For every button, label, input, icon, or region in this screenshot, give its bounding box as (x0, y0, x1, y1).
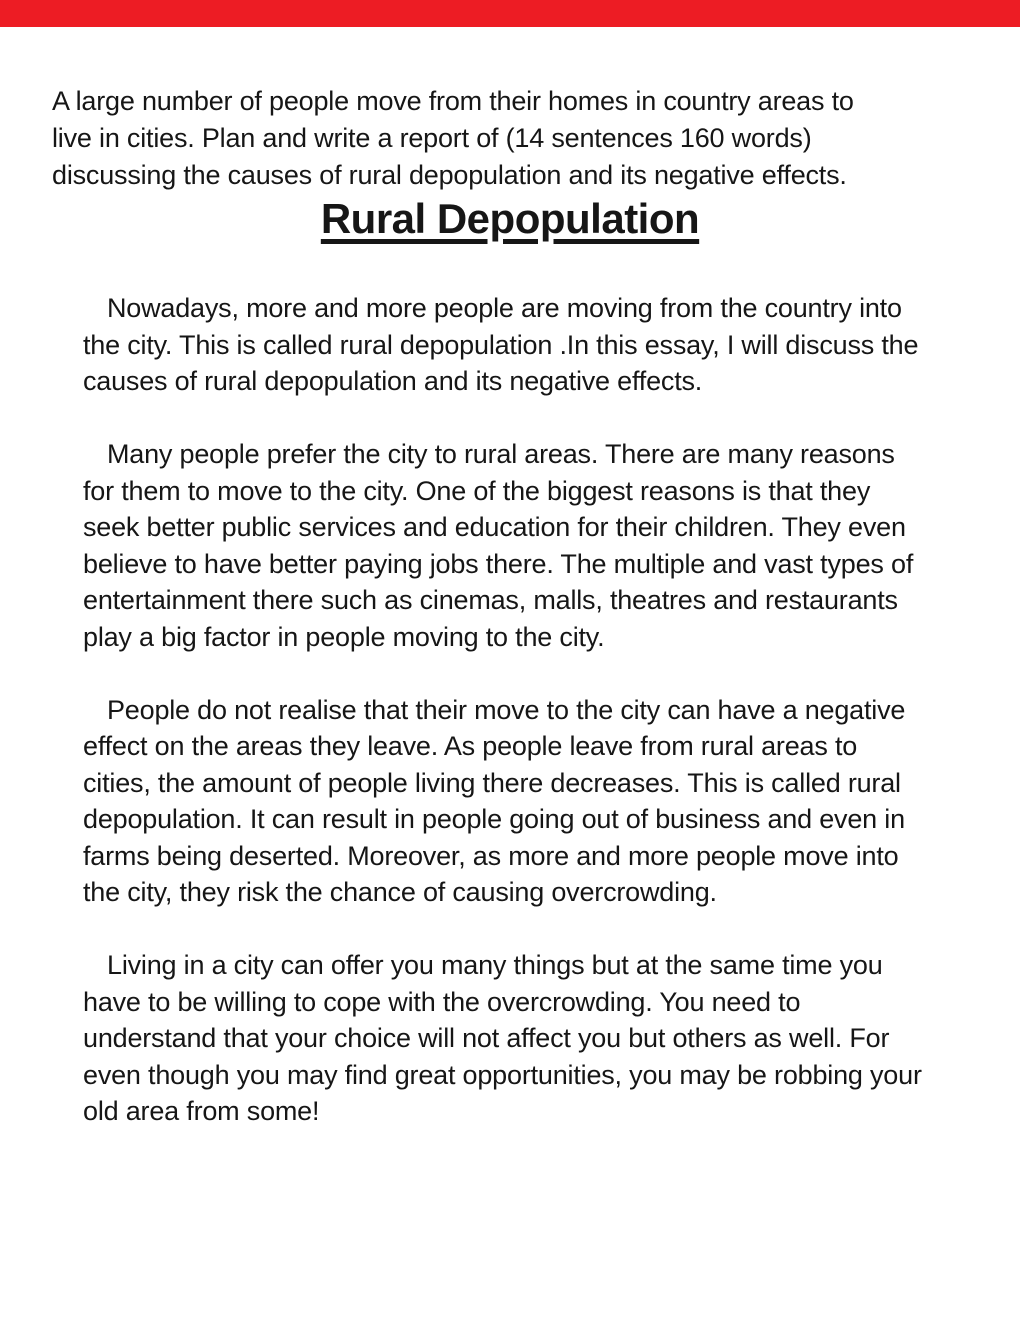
essay-title: Rural Depopulation (320, 195, 700, 242)
essay-line: entertainment there such as cinemas, malls, theatres and restaurants (83, 585, 898, 615)
essay-line: have to be willing to cope with the overcrowding. You need to (83, 986, 801, 1017)
essay-line: Nowadays, more and more people are moving from the country into (107, 293, 902, 323)
essay-line: seek better public services and education for their children. They even (83, 512, 906, 542)
essay-paragraph (83, 692, 1020, 911)
essay-line: farms being deserted. Moreover, as more and more people move into (83, 840, 899, 871)
essay-line: cities, the amount of people living there decreases. This is called rural (83, 767, 901, 798)
essay-line: causes of rural depopulation and its negative effects. (83, 366, 703, 396)
essay-line: Many people prefer the city to rural areas. There are many reasons (107, 439, 895, 469)
essay-line: the city, they risk the chance of causing overcrowding. (83, 877, 717, 907)
essay-line: People do not realise that their move to the city can have a negative (107, 694, 906, 725)
prompt-line: discussing the causes of rural depopulation and its negative effects. (52, 160, 847, 190)
essay-paragraph (83, 290, 1020, 400)
essay-line: even though you may find great opportunities, you may be robbing your (83, 1059, 922, 1090)
essay-paragraph (83, 436, 1020, 655)
essay-line: understand that your choice will not affect you but others as well. For (83, 1023, 890, 1053)
essay-line: the city. This is called rural depopulation .In this essay, I will discuss the (83, 329, 919, 360)
essay-line: for them to move to the city. One of the biggest reasons is that they (83, 475, 871, 506)
essay-line: play a big factor in people moving to the city. (83, 621, 605, 652)
top-red-bar (0, 0, 1020, 27)
essay-line: Living in a city can offer you many things but at the same time you (107, 950, 883, 980)
essay-line: depopulation. It can result in people going out of business and even in (83, 804, 905, 834)
essay-paragraph (83, 947, 1020, 1130)
prompt-line: A large number of people move from their homes in country areas to (52, 86, 854, 116)
essay-line: effect on the areas they leave. As people leave from rural areas to (83, 731, 858, 761)
essay-line: believe to have better paying jobs there. The multiple and vast types of (83, 548, 914, 579)
essay-line: old area from some! (83, 1096, 320, 1126)
essay-body (83, 290, 1020, 1130)
prompt-line: live in cities. Plan and write a report of (14 sentences 160 words) (52, 123, 812, 153)
essay-prompt (52, 83, 1020, 194)
